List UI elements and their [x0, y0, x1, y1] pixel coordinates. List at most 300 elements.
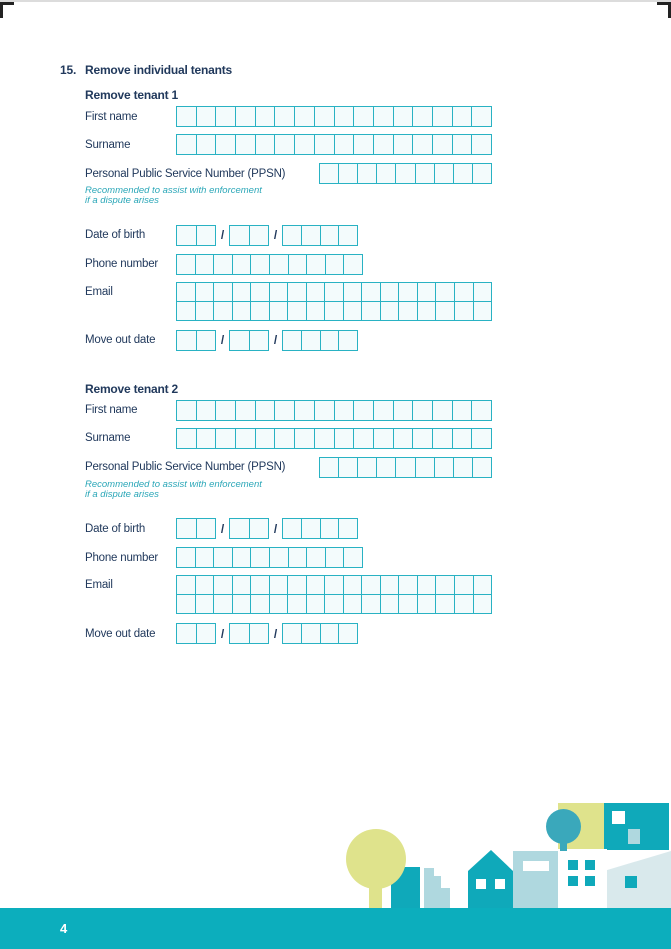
char-box[interactable]: [361, 594, 381, 614]
char-box[interactable]: [324, 282, 344, 302]
field-label-ppsn: Personal Public Service Number (PPSN): [85, 167, 286, 180]
char-box[interactable]: [334, 428, 355, 449]
char-box[interactable]: [301, 225, 321, 246]
char-box[interactable]: [195, 594, 215, 614]
char-box[interactable]: [282, 225, 302, 246]
field-label-move-out: Move out date: [85, 627, 156, 640]
char-box[interactable]: [434, 163, 454, 184]
char-box[interactable]: [195, 282, 215, 302]
char-box[interactable]: [274, 428, 295, 449]
char-box[interactable]: [398, 301, 418, 321]
char-box-grid: [229, 623, 269, 644]
window-icon: [612, 811, 625, 824]
char-box[interactable]: [373, 134, 394, 155]
date-input-group: [176, 623, 358, 644]
char-box-grid: [282, 518, 358, 539]
char-box[interactable]: [435, 282, 455, 302]
window-icon: [625, 876, 637, 888]
char-box[interactable]: [343, 594, 363, 614]
window-icon: [585, 876, 595, 886]
teal-tree-icon: [546, 809, 581, 844]
page-number: 4: [60, 921, 68, 936]
char-box[interactable]: [176, 225, 197, 246]
char-box[interactable]: [473, 575, 493, 595]
char-box[interactable]: [412, 134, 433, 155]
char-box[interactable]: [306, 282, 326, 302]
char-box-grid: [229, 225, 269, 246]
char-box[interactable]: [338, 330, 358, 351]
char-box[interactable]: [294, 106, 315, 127]
char-box[interactable]: [353, 106, 374, 127]
field-label-move-out: Move out date: [85, 334, 156, 347]
char-box[interactable]: [472, 163, 492, 184]
char-box[interactable]: [380, 301, 400, 321]
char-box[interactable]: [301, 623, 321, 644]
ppsn-note-line: Recommended to assist with enforcement: [85, 185, 262, 196]
char-box[interactable]: [232, 575, 252, 595]
char-box[interactable]: [250, 301, 270, 321]
char-box[interactable]: [452, 400, 473, 421]
char-box[interactable]: [269, 301, 289, 321]
char-box[interactable]: [452, 106, 473, 127]
tenant-section-1: [85, 89, 492, 351]
char-box[interactable]: [361, 301, 381, 321]
char-box[interactable]: [213, 547, 233, 568]
field-row-move-out: [85, 330, 492, 351]
char-box[interactable]: [417, 282, 437, 302]
char-box[interactable]: [454, 594, 474, 614]
char-box[interactable]: [412, 106, 433, 127]
char-box[interactable]: [176, 428, 197, 449]
char-box[interactable]: [434, 457, 454, 478]
char-box[interactable]: [288, 254, 308, 275]
char-box[interactable]: [373, 428, 394, 449]
char-box[interactable]: [471, 134, 492, 155]
char-box-grid: [176, 225, 216, 246]
char-box[interactable]: [454, 575, 474, 595]
char-box[interactable]: [249, 330, 270, 351]
date-separator: /: [273, 521, 278, 536]
page-top-edge: [0, 0, 671, 2]
char-box[interactable]: [232, 594, 252, 614]
char-box[interactable]: [269, 594, 289, 614]
char-box[interactable]: [195, 575, 215, 595]
char-box[interactable]: [213, 301, 233, 321]
char-box[interactable]: [232, 547, 252, 568]
field-row-surname: [85, 134, 492, 155]
char-box[interactable]: [250, 254, 270, 275]
char-box[interactable]: [338, 225, 358, 246]
char-box[interactable]: [235, 106, 256, 127]
char-box[interactable]: [325, 547, 345, 568]
ppsn-note-line: Recommended to assist with enforcement: [85, 478, 262, 490]
char-box[interactable]: [338, 457, 358, 478]
field-row-dob: [85, 225, 492, 246]
field-row-first-name: [85, 400, 492, 421]
yellow-tree-trunk-icon: [369, 884, 382, 908]
char-box[interactable]: [195, 547, 215, 568]
char-box[interactable]: [393, 428, 414, 449]
field-row-phone: [85, 254, 492, 275]
char-box[interactable]: [196, 134, 217, 155]
char-box[interactable]: [294, 400, 315, 421]
char-box[interactable]: [435, 575, 455, 595]
char-box[interactable]: [343, 575, 363, 595]
date-input-group: [176, 518, 358, 539]
char-box[interactable]: [454, 282, 474, 302]
char-box-grid: [176, 282, 492, 302]
char-box[interactable]: [454, 301, 474, 321]
white-building-icon: [558, 849, 607, 908]
char-box[interactable]: [306, 594, 326, 614]
char-box[interactable]: [176, 282, 196, 302]
char-box[interactable]: [417, 575, 437, 595]
field-label-phone: Phone number: [85, 551, 159, 564]
char-box[interactable]: [287, 282, 307, 302]
char-box[interactable]: [282, 623, 302, 644]
form-content: [60, 63, 492, 644]
section-title-text: Remove individual tenants: [85, 63, 233, 77]
char-box[interactable]: [213, 254, 233, 275]
char-box[interactable]: [195, 301, 215, 321]
char-box[interactable]: [215, 400, 236, 421]
char-box[interactable]: [215, 428, 236, 449]
date-separator: /: [220, 228, 225, 243]
tenant-heading: Remove tenant 2: [85, 381, 179, 396]
char-box[interactable]: [274, 400, 295, 421]
char-box[interactable]: [353, 400, 374, 421]
char-box[interactable]: [195, 254, 215, 275]
char-box[interactable]: [320, 623, 340, 644]
char-box[interactable]: [176, 400, 197, 421]
sloped-building-icon: [606, 851, 671, 908]
char-box[interactable]: [380, 282, 400, 302]
field-row-dob: [85, 518, 492, 539]
date-separator: /: [220, 521, 225, 536]
char-box[interactable]: [287, 594, 307, 614]
ppsn-note-line: if a dispute arises: [85, 488, 159, 500]
char-box-grid: [176, 134, 492, 155]
field-label-surname: Surname: [85, 138, 131, 151]
char-box[interactable]: [338, 623, 358, 644]
char-box[interactable]: [215, 106, 236, 127]
char-box[interactable]: [255, 428, 276, 449]
char-box[interactable]: [395, 457, 415, 478]
char-box[interactable]: [314, 428, 335, 449]
char-box-grid: [176, 575, 492, 595]
char-box[interactable]: [432, 428, 453, 449]
char-box[interactable]: [213, 575, 233, 595]
char-box[interactable]: [196, 330, 217, 351]
char-box[interactable]: [294, 428, 315, 449]
char-box[interactable]: [249, 225, 270, 246]
char-box[interactable]: [229, 623, 250, 644]
char-box[interactable]: [269, 254, 289, 275]
char-box[interactable]: [250, 547, 270, 568]
char-box[interactable]: [432, 400, 453, 421]
date-separator: /: [273, 626, 278, 641]
stepped-building-icon: [441, 888, 450, 908]
char-box[interactable]: [412, 400, 433, 421]
char-box[interactable]: [471, 428, 492, 449]
email-box-rows: [176, 575, 492, 614]
char-box[interactable]: [452, 428, 473, 449]
section-number: 15.: [60, 63, 77, 77]
char-box[interactable]: [320, 518, 340, 539]
char-box[interactable]: [453, 457, 473, 478]
field-label-first-name: First name: [85, 404, 138, 417]
char-box[interactable]: [176, 594, 196, 614]
char-box[interactable]: [250, 575, 270, 595]
char-box-grid: [282, 330, 358, 351]
char-box[interactable]: [249, 623, 270, 644]
char-box[interactable]: [357, 457, 377, 478]
char-box[interactable]: [229, 225, 250, 246]
char-box[interactable]: [176, 518, 197, 539]
char-box-grid: [319, 163, 492, 184]
char-box[interactable]: [235, 428, 256, 449]
char-box[interactable]: [196, 428, 217, 449]
window-icon: [476, 879, 486, 889]
char-box[interactable]: [343, 547, 363, 568]
field-label-ppsn: Personal Public Service Number (PPSN): [85, 461, 286, 474]
char-box[interactable]: [325, 254, 345, 275]
section-title: [60, 63, 492, 77]
char-box-grid: [176, 547, 363, 568]
char-box-grid: [176, 106, 492, 127]
char-box[interactable]: [176, 301, 196, 321]
char-box[interactable]: [176, 547, 196, 568]
char-box-grid: [282, 623, 358, 644]
char-box[interactable]: [357, 163, 377, 184]
char-box[interactable]: [334, 400, 355, 421]
crop-mark-top-left: [0, 2, 3, 18]
char-box[interactable]: [314, 400, 335, 421]
char-box[interactable]: [250, 594, 270, 614]
char-box[interactable]: [473, 594, 493, 614]
char-box[interactable]: [452, 134, 473, 155]
char-box[interactable]: [453, 163, 473, 184]
char-box[interactable]: [269, 282, 289, 302]
field-row-phone: [85, 547, 492, 568]
char-box[interactable]: [274, 106, 295, 127]
ppsn-note: [85, 480, 492, 501]
char-box[interactable]: [215, 134, 236, 155]
teal-house-icon: [468, 871, 513, 908]
char-box[interactable]: [412, 428, 433, 449]
char-box-grid: [176, 518, 216, 539]
field-row-surname: [85, 428, 492, 449]
field-row-email: [85, 575, 492, 614]
char-box[interactable]: [334, 134, 355, 155]
date-input-group: [176, 330, 358, 351]
char-box[interactable]: [398, 594, 418, 614]
char-box[interactable]: [393, 134, 414, 155]
char-box[interactable]: [232, 301, 252, 321]
char-box[interactable]: [250, 282, 270, 302]
char-box[interactable]: [282, 518, 302, 539]
char-box[interactable]: [255, 400, 276, 421]
char-box[interactable]: [353, 134, 374, 155]
char-box[interactable]: [415, 457, 435, 478]
char-box[interactable]: [294, 134, 315, 155]
char-box[interactable]: [353, 428, 374, 449]
window-icon: [628, 829, 640, 844]
char-box[interactable]: [417, 301, 437, 321]
yellow-tree-icon: [346, 829, 406, 889]
window-icon: [523, 861, 549, 871]
footer-bar: [0, 908, 671, 949]
char-box[interactable]: [232, 282, 252, 302]
char-box[interactable]: [306, 301, 326, 321]
char-box[interactable]: [393, 106, 414, 127]
char-box[interactable]: [274, 134, 295, 155]
char-box[interactable]: [435, 301, 455, 321]
field-row-ppsn: [85, 457, 492, 478]
char-box[interactable]: [415, 163, 435, 184]
char-box[interactable]: [320, 330, 340, 351]
char-box[interactable]: [235, 134, 256, 155]
char-box[interactable]: [417, 594, 437, 614]
char-box[interactable]: [196, 518, 217, 539]
char-box[interactable]: [229, 518, 250, 539]
char-box[interactable]: [361, 282, 381, 302]
char-box-grid: [176, 400, 492, 421]
char-box[interactable]: [324, 575, 344, 595]
char-box[interactable]: [473, 282, 493, 302]
char-box-grid: [176, 594, 492, 614]
ppsn-note-line: if a dispute arises: [85, 195, 159, 207]
char-box[interactable]: [432, 106, 453, 127]
char-box-grid: [176, 254, 363, 275]
char-box[interactable]: [361, 575, 381, 595]
window-icon: [568, 860, 578, 870]
char-box-grid: [282, 225, 358, 246]
tenant-sections: [85, 89, 492, 644]
char-box[interactable]: [324, 301, 344, 321]
char-box[interactable]: [176, 134, 197, 155]
char-box[interactable]: [471, 106, 492, 127]
char-box[interactable]: [232, 254, 252, 275]
field-row-move-out: [85, 623, 492, 644]
char-box[interactable]: [306, 547, 326, 568]
char-box[interactable]: [196, 400, 217, 421]
char-box[interactable]: [255, 134, 276, 155]
char-box[interactable]: [395, 163, 415, 184]
char-box[interactable]: [343, 301, 363, 321]
char-box[interactable]: [473, 301, 493, 321]
char-box-grid: [229, 330, 269, 351]
char-box[interactable]: [343, 282, 363, 302]
char-box[interactable]: [380, 575, 400, 595]
char-box[interactable]: [471, 400, 492, 421]
window-icon: [495, 879, 505, 889]
char-box[interactable]: [301, 330, 321, 351]
field-row-ppsn: [85, 163, 492, 184]
char-box[interactable]: [196, 106, 217, 127]
char-box[interactable]: [176, 330, 197, 351]
house-roof-icon: [468, 850, 513, 871]
char-box[interactable]: [343, 254, 363, 275]
tenant-section-2: [85, 383, 492, 645]
teal-tree-trunk-icon: [560, 840, 567, 851]
field-row-first-name: [85, 106, 492, 127]
char-box[interactable]: [301, 518, 321, 539]
char-box[interactable]: [338, 163, 358, 184]
char-box[interactable]: [287, 301, 307, 321]
char-box-grid: [176, 301, 492, 321]
char-box[interactable]: [320, 225, 340, 246]
field-label-dob: Date of birth: [85, 522, 146, 535]
char-box[interactable]: [373, 400, 394, 421]
char-box[interactable]: [398, 282, 418, 302]
char-box[interactable]: [319, 163, 339, 184]
char-box[interactable]: [306, 254, 326, 275]
char-box[interactable]: [376, 457, 396, 478]
char-box[interactable]: [176, 254, 196, 275]
char-box[interactable]: [398, 575, 418, 595]
field-row-email: [85, 282, 492, 321]
date-separator: /: [273, 228, 278, 243]
char-box[interactable]: [334, 106, 355, 127]
email-box-rows: [176, 282, 492, 321]
char-box[interactable]: [196, 225, 217, 246]
char-box-grid: [319, 457, 492, 478]
char-box[interactable]: [196, 623, 217, 644]
field-label-phone: Phone number: [85, 258, 159, 271]
char-box[interactable]: [319, 457, 339, 478]
field-label-email: Email: [85, 579, 113, 592]
char-box[interactable]: [269, 575, 289, 595]
char-box[interactable]: [213, 282, 233, 302]
char-box[interactable]: [376, 163, 396, 184]
char-box[interactable]: [435, 594, 455, 614]
field-label-email: Email: [85, 285, 113, 298]
char-box[interactable]: [373, 106, 394, 127]
char-box-grid: [229, 518, 269, 539]
field-label-surname: Surname: [85, 432, 131, 445]
char-box[interactable]: [472, 457, 492, 478]
char-box[interactable]: [176, 623, 197, 644]
field-label-first-name: First name: [85, 110, 138, 123]
char-box[interactable]: [255, 106, 276, 127]
char-box[interactable]: [393, 400, 414, 421]
field-label-dob: Date of birth: [85, 229, 146, 242]
char-box[interactable]: [176, 106, 197, 127]
window-icon: [568, 876, 578, 886]
char-box[interactable]: [213, 594, 233, 614]
char-box[interactable]: [314, 134, 335, 155]
char-box[interactable]: [287, 575, 307, 595]
date-separator: /: [273, 333, 278, 348]
char-box[interactable]: [314, 106, 335, 127]
char-box[interactable]: [249, 518, 270, 539]
char-box[interactable]: [380, 594, 400, 614]
char-box[interactable]: [235, 400, 256, 421]
char-box[interactable]: [282, 330, 302, 351]
char-box[interactable]: [269, 547, 289, 568]
char-box[interactable]: [176, 575, 196, 595]
char-box[interactable]: [306, 575, 326, 595]
char-box[interactable]: [229, 330, 250, 351]
date-input-group: [176, 225, 358, 246]
char-box-grid: [176, 330, 216, 351]
char-box[interactable]: [338, 518, 358, 539]
char-box[interactable]: [324, 594, 344, 614]
date-separator: /: [220, 333, 225, 348]
char-box[interactable]: [288, 547, 308, 568]
char-box[interactable]: [432, 134, 453, 155]
